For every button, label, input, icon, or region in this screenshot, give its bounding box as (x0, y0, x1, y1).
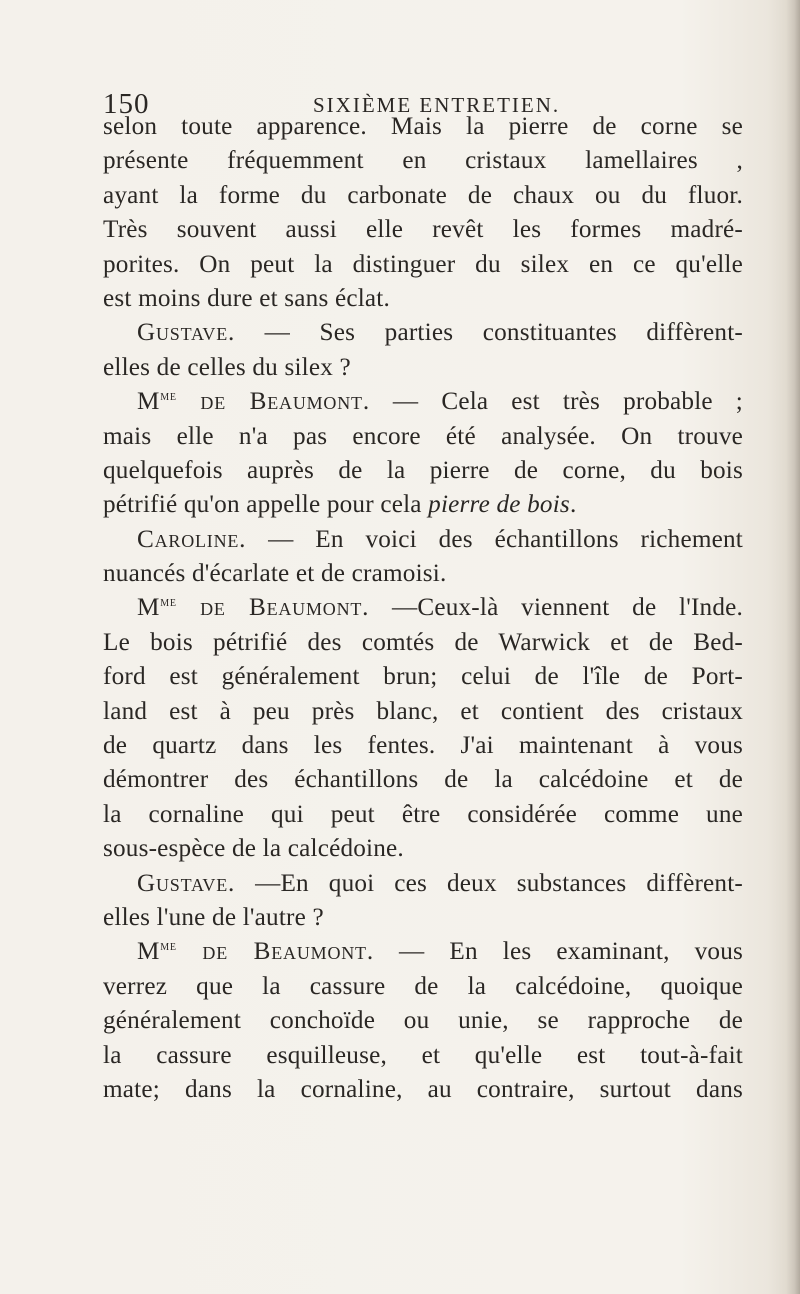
text-segment: . (569, 491, 577, 519)
speaker-name: Gustave. (137, 319, 236, 347)
text-line: ayant la forme du carbonate de chaux ou du fluor. (103, 181, 743, 209)
speaker-name (137, 388, 370, 415)
text-line: la cornaline qui peut être considérée comme une (103, 800, 743, 828)
speaker-rest: de Beaumont. (176, 938, 374, 966)
text-line: nuancés d'écarlate et de cramoisi. (103, 560, 447, 588)
text-line: mais elle n'a pas encore été analysée. On trouve (103, 422, 743, 450)
text-line: Très souvent aussi elle revêt les formes madré- (103, 216, 743, 244)
text-line: land est à peu près blanc, et contient des cristaux (103, 697, 743, 725)
speaker-name (137, 938, 374, 965)
text-line: verrez que la cassure de la calcédoine, quoique (103, 972, 743, 1000)
speaker-rest: de Beaumont. (176, 594, 370, 622)
text-line: porites. On peut la distinguer du silex en ce qu'elle (103, 250, 743, 278)
dialogue-line (103, 523, 743, 557)
dialogue-line (103, 935, 743, 969)
dialogue-line (103, 385, 743, 419)
dialogue-line (103, 867, 743, 901)
speaker-superscript: me (160, 939, 177, 955)
text-line: de quartz dans les fentes. J'ai maintenant à vous (103, 732, 743, 760)
text-segment: pétrifié qu'on appelle pour cela (103, 491, 429, 519)
page-edge-shadow (786, 0, 800, 1294)
speaker-name: Caroline. (137, 525, 247, 553)
speaker-rest: de Beaumont. (176, 388, 370, 416)
dialogue-line (103, 591, 743, 625)
text-line: sous-espèce de la calcédoine. (103, 835, 404, 863)
text-line: ford est généralement brun; celui de l'île de Port- (103, 663, 743, 691)
speaker-prefix: M (137, 594, 161, 622)
dialogue-text: — Ses parties constituantes diffèrent- (235, 319, 743, 347)
text-line: Le bois pétrifié des comtés de Warwick et de Bed- (103, 628, 743, 656)
text-line (103, 488, 743, 522)
dialogue-text: — Cela est très probable ; (369, 388, 743, 416)
speaker-prefix: M (137, 938, 161, 966)
dialogue-text: —Ceux-là viennent de l'Inde. (369, 594, 744, 622)
speaker-name: Gustave. (137, 869, 236, 897)
text-line: la cassure esquilleuse, et qu'elle est tout-à-fait (103, 1041, 743, 1069)
text-line: démontrer des échantillons de la calcédoine et de (103, 766, 743, 794)
speaker-superscript: me (160, 389, 177, 405)
text-line: présente fréquemment en cristaux lamellaires , (103, 147, 743, 175)
speaker-name (137, 594, 369, 621)
text-line: quelquefois auprès de la pierre de corne, du bois (103, 456, 743, 484)
text-line: est moins dure et sans éclat. (103, 284, 390, 312)
dialogue-text: — En les examinant, vous (373, 938, 744, 966)
page-number: 150 (103, 88, 150, 120)
speaker-superscript: me (160, 595, 177, 611)
speaker-prefix: M (137, 388, 161, 416)
dialogue-text: — En voici des échantillons richement (246, 525, 743, 553)
text-line: selon toute apparence. Mais la pierre de corne se (103, 113, 743, 140)
body-text (103, 110, 743, 1107)
text-line: mate; dans la cornaline, au contraire, surtout dans (103, 1075, 743, 1103)
text-line: généralement conchoïde ou unie, se rapproche de (103, 1007, 743, 1035)
dialogue-text: —En quoi ces deux substances diffèrent- (235, 869, 743, 897)
dialogue-line (103, 316, 743, 350)
running-head: SIXIÈME ENTRETIEN. (313, 93, 561, 117)
italic-term: pierre de bois (428, 491, 570, 519)
text-line: elles de celles du silex ? (103, 353, 351, 381)
text-line: elles l'une de l'autre ? (103, 903, 324, 931)
